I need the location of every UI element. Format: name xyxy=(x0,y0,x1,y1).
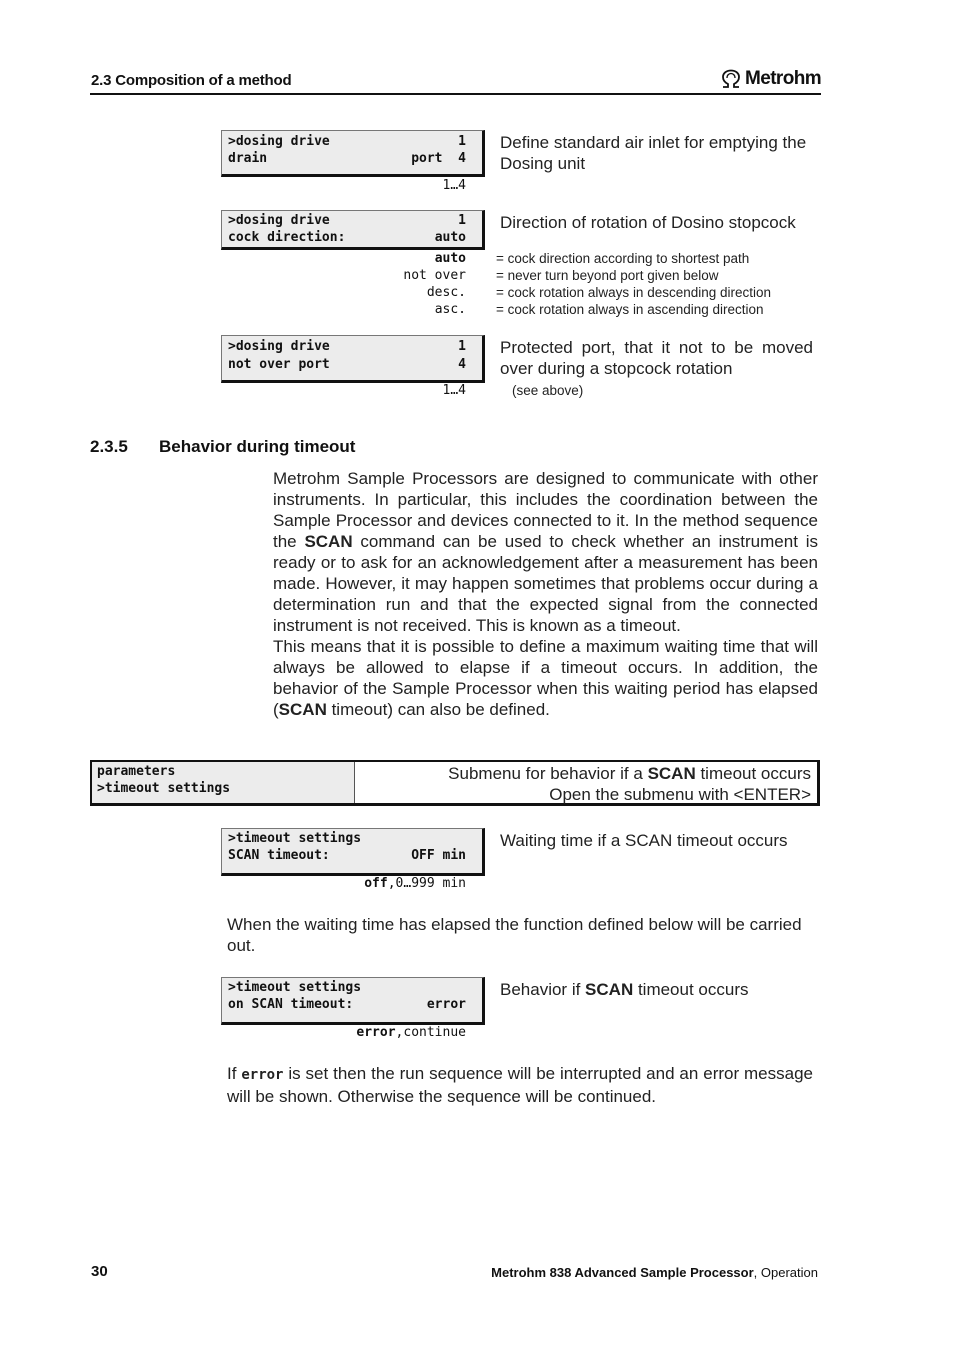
section-heading xyxy=(90,437,355,457)
parameters-desc-1: Submenu for behavior if a SCAN timeout occurs xyxy=(448,764,811,783)
lcd-line-2: cock direction: auto xyxy=(228,230,466,245)
range-not-over-port: 1…4 xyxy=(442,383,466,398)
parameters-lcd xyxy=(92,762,355,803)
section-title: Behavior during timeout xyxy=(159,437,356,456)
logo-text: Metrohm xyxy=(745,68,822,89)
option-value-not-over: not over xyxy=(403,268,466,283)
lcd-line-2: drain port 4 xyxy=(228,151,466,166)
range-on-scan-timeout: error,continue xyxy=(356,1025,466,1040)
metrohm-logo xyxy=(720,68,821,90)
lcd-scan-timeout xyxy=(221,828,485,876)
option-text-auto: = cock direction according to shortest path xyxy=(496,251,750,266)
desc-on-scan-timeout: Behavior if SCAN timeout occurs xyxy=(500,980,749,999)
section-number: 2.3.5 xyxy=(90,437,128,456)
running-header-title: 2.3 Composition of a method xyxy=(91,72,292,89)
parameters-timeout-box xyxy=(90,760,820,806)
lcd-not-over-port xyxy=(221,335,485,383)
option-text-desc: = cock rotation always in descending direction xyxy=(496,285,772,300)
desc-not-over-port: Protected port, that it not to be moved over during a stopcock rotation xyxy=(500,338,813,378)
lcd-line-1: >dosing drive 1 xyxy=(228,134,466,149)
lcd-cock-direction xyxy=(221,210,485,250)
desc-cock-direction: Direction of rotation of Dosino stopcock xyxy=(500,213,796,232)
lcd-line-1: >dosing drive 1 xyxy=(228,339,466,354)
option-text-not-over: = never turn beyond port given below xyxy=(496,268,719,283)
header-rule xyxy=(90,93,821,95)
section-body xyxy=(273,468,818,720)
page-number: 30 xyxy=(91,1263,108,1280)
parameters-line-1: parameters xyxy=(97,764,176,779)
paragraph-1: Metrohm Sample Processors are designed to communicate with other instruments. In particular, this includes the coordination between the Sample Processor and devices connected to it. In the method sequence the SCAN command can be used to check whether an instrument is ready or to ask for an acknowledgement after a measurement has been made. However, it may happen sometimes that problems occur during a determination run and that the expected signal from the connected instrument is not received. This is known as a timeout. xyxy=(273,469,819,635)
lcd-line-2: SCAN timeout: OFF min xyxy=(228,848,466,863)
lcd-line-1: >timeout settings xyxy=(228,831,362,846)
range-drain: 1…4 xyxy=(442,178,466,193)
option-value-asc: asc. xyxy=(434,302,466,317)
paragraph-2: This means that it is possible to define a maximum waiting time that will always be allowed to elapse if a timeout occurs. In addition, the behavior of the Sample Processor when this waiting period has elapsed (SCAN timeout) can also be defined. xyxy=(273,637,818,719)
lcd-dosing-drain xyxy=(221,130,485,177)
lcd-line-1: >dosing drive 1 xyxy=(228,213,466,228)
final-paragraph: If error is set then the run sequence will be interrupted and an error message will be shown. Otherwise the sequence will be continued. xyxy=(227,1064,813,1106)
parameters-desc-2: Open the submenu with <ENTER> xyxy=(549,785,811,804)
lcd-line-2: on SCAN timeout: error xyxy=(228,997,466,1012)
lcd-line-2: not over port 4 xyxy=(228,357,466,372)
lcd-on-scan-timeout xyxy=(221,977,485,1025)
footer-product: Metrohm 838 Advanced Sample Processor, Operation xyxy=(491,1265,818,1280)
option-value-desc: desc. xyxy=(426,285,466,300)
note-see-above: (see above) xyxy=(512,383,584,398)
lcd-line-1: >timeout settings xyxy=(228,980,362,995)
desc-drain: Define standard air inlet for emptying the Dosing unit xyxy=(500,133,807,173)
desc-scan-timeout: Waiting time if a SCAN timeout occurs xyxy=(500,831,788,850)
parameters-line-2: >timeout settings xyxy=(97,781,231,796)
range-scan-timeout: off,0…999 min xyxy=(364,876,466,891)
option-text-asc: = cock rotation always in ascending direction xyxy=(496,302,764,317)
elapsed-paragraph: When the waiting time has elapsed the function defined below will be carried out. xyxy=(227,915,802,955)
metrohm-omega-icon xyxy=(720,69,742,89)
option-value-auto: auto xyxy=(434,251,466,266)
